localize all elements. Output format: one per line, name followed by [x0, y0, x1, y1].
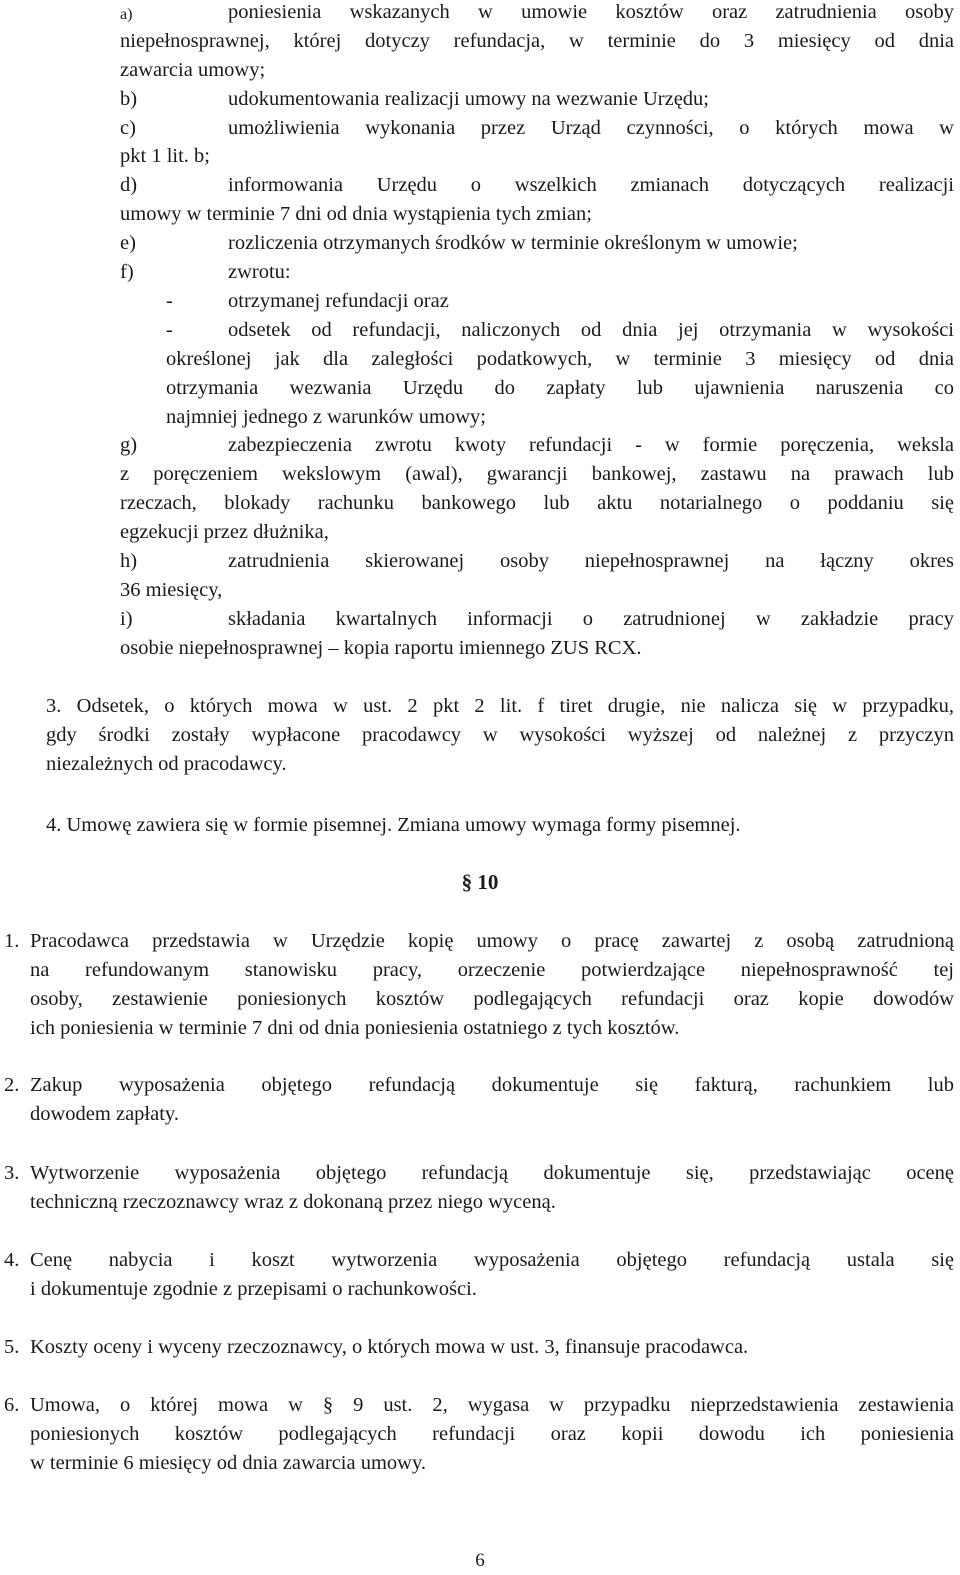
tiret-2-line-1: odsetek od refundacji, naliczonych od dnia jej otrzymania w wysokości: [228, 319, 954, 341]
s10-point-1-line-1: Pracodawca przedstawia w Urzędzie kopię umowy o pracę zawartej z osobą zatrudnioną: [30, 930, 954, 952]
section-heading: § 10: [461, 870, 499, 894]
item-c-label: c): [120, 117, 136, 139]
item-d-line-1: informowania Urzędu o wszelkich zmianach dotyczących realizacji: [228, 174, 954, 196]
item-g-line-3: rzeczach, blokady rachunku bankowego lub aktu notarialnego o poddaniu się: [120, 492, 954, 514]
s10-point-6-line-1: Umowa, o której mowa w § 9 ust. 2, wygasa w przypadku nieprzedstawienia zestawienia: [30, 1394, 954, 1416]
point-4-line-1: 4. Umowę zawiera się w formie pisemnej. Zmiana umowy wymaga formy pisemnej.: [46, 814, 741, 836]
item-i-line-2: osobie niepełnosprawnej – kopia raportu imiennego ZUS RCX.: [120, 637, 642, 659]
tiret-1-dash: -: [166, 290, 173, 312]
item-f-label: f): [120, 261, 134, 283]
item-c-line-1: umożliwienia wykonania przez Urząd czynności, o których mowa w: [228, 117, 954, 139]
s10-point-2-line-2: dowodem zapłaty.: [30, 1103, 179, 1125]
item-b-line-1: udokumentowania realizacji umowy na wezwanie Urzędu;: [228, 88, 709, 110]
item-f-line-1: zwrotu:: [228, 261, 291, 283]
s10-point-4-line-2: i dokumentuje zgodnie z przepisami o rachunkowości.: [30, 1278, 477, 1300]
s10-point-6-line-3: w terminie 6 miesięcy od dnia zawarcia umowy.: [30, 1452, 427, 1474]
item-i-label: i): [120, 608, 133, 630]
s10-point-5-line-1: Koszty oceny i wyceny rzeczoznawcy, o których mowa w ust. 3, finansuje pracodawca.: [30, 1336, 749, 1358]
s10-point-1-line-2: na refundowanym stanowisku pracy, orzeczenie potwierdzające niepełnosprawność tej: [30, 959, 954, 981]
item-c-line-2: pkt 1 lit. b;: [120, 145, 210, 167]
item-g-line-2: z poręczeniem wekslowym (awal), gwarancji bankowej, zastawu na prawach lub: [120, 463, 954, 485]
s10-point-6-line-2: poniesionych kosztów podlegających refundacji oraz kopii dowodu ich poniesienia: [30, 1423, 954, 1445]
s10-point-3-line-2: techniczną rzeczoznawcy wraz z dokonaną przez niego wyceną.: [30, 1191, 556, 1213]
s10-point-3-line-1: Wytworzenie wyposażenia objętego refundacją dokumentuje się, przedstawiając ocenę: [30, 1162, 954, 1184]
item-a-line-2: niepełnosprawnej, której dotyczy refundacja, w terminie do 3 miesięcy od dnia: [120, 30, 954, 52]
point-3-line-2: gdy środki zostały wypłacone pracodawcy w wysokości wyższej od należnej z przyczyn: [46, 724, 954, 746]
item-a-line-1: poniesienia wskazanych w umowie kosztów oraz zatrudnienia osoby: [228, 1, 954, 23]
s10-point-2-number: 2.: [4, 1074, 20, 1096]
item-g-line-4: egzekucji przez dłużnika,: [120, 521, 329, 543]
tiret-2-line-4: najmniej jednego z warunków umowy;: [166, 406, 486, 428]
item-g-label: g): [120, 434, 138, 456]
item-a-label: a): [120, 6, 133, 23]
s10-point-2-line-1: Zakup wyposażenia objętego refundacją dokumentuje się fakturą, rachunkiem lub: [30, 1074, 954, 1096]
s10-point-1-number: 1.: [4, 930, 20, 952]
point-3-line-1: 3. Odsetek, o których mowa w ust. 2 pkt 2 lit. f tiret drugie, nie nalicza się w przypadku,: [46, 695, 954, 717]
item-e-label: e): [120, 232, 136, 254]
s10-point-1-line-4: ich poniesienia w terminie 7 dni od dnia poniesienia ostatniego z tych kosztów.: [30, 1017, 680, 1039]
item-i-line-1: składania kwartalnych informacji o zatrudnionej w zakładzie pracy: [228, 608, 954, 630]
page-number: 6: [475, 1550, 485, 1571]
s10-point-3-number: 3.: [4, 1162, 20, 1184]
s10-point-4-line-1: Cenę nabycia i koszt wytworzenia wyposażenia objętego refundacją ustala się: [30, 1249, 954, 1271]
s10-point-6-number: 6.: [4, 1394, 20, 1416]
s10-point-4-number: 4.: [4, 1249, 20, 1271]
item-e-line-1: rozliczenia otrzymanych środków w terminie określonym w umowie;: [228, 232, 798, 254]
item-d-line-2: umowy w terminie 7 dni od dnia wystąpienia tych zmian;: [120, 203, 592, 225]
item-b-label: b): [120, 88, 138, 110]
tiret-2-line-2: określonej jak dla zaległości podatkowych, w terminie 3 miesięcy od dnia: [166, 348, 954, 370]
s10-point-1-line-3: osoby, zestawienie poniesionych kosztów podlegających refundacji oraz kopie dowodów: [30, 988, 954, 1010]
tiret-1-text: otrzymanej refundacji oraz: [228, 290, 449, 312]
item-h-line-2: 36 miesięcy,: [120, 579, 223, 601]
item-d-label: d): [120, 174, 138, 196]
item-h-label: h): [120, 550, 138, 572]
item-a-line-3: zawarcia umowy;: [120, 59, 266, 81]
tiret-2-dash: -: [166, 319, 173, 341]
item-g-line-1: zabezpieczenia zwrotu kwoty refundacji - w formie poręczenia, weksla: [228, 434, 954, 456]
tiret-2-line-3: otrzymania wezwania Urzędu do zapłaty lub ujawnienia naruszenia co: [166, 377, 954, 399]
item-h-line-1: zatrudnienia skierowanej osoby niepełnosprawnej na łączny okres: [228, 550, 954, 572]
point-3-line-3: niezależnych od pracodawcy.: [46, 753, 287, 775]
s10-point-5-number: 5.: [4, 1336, 20, 1358]
